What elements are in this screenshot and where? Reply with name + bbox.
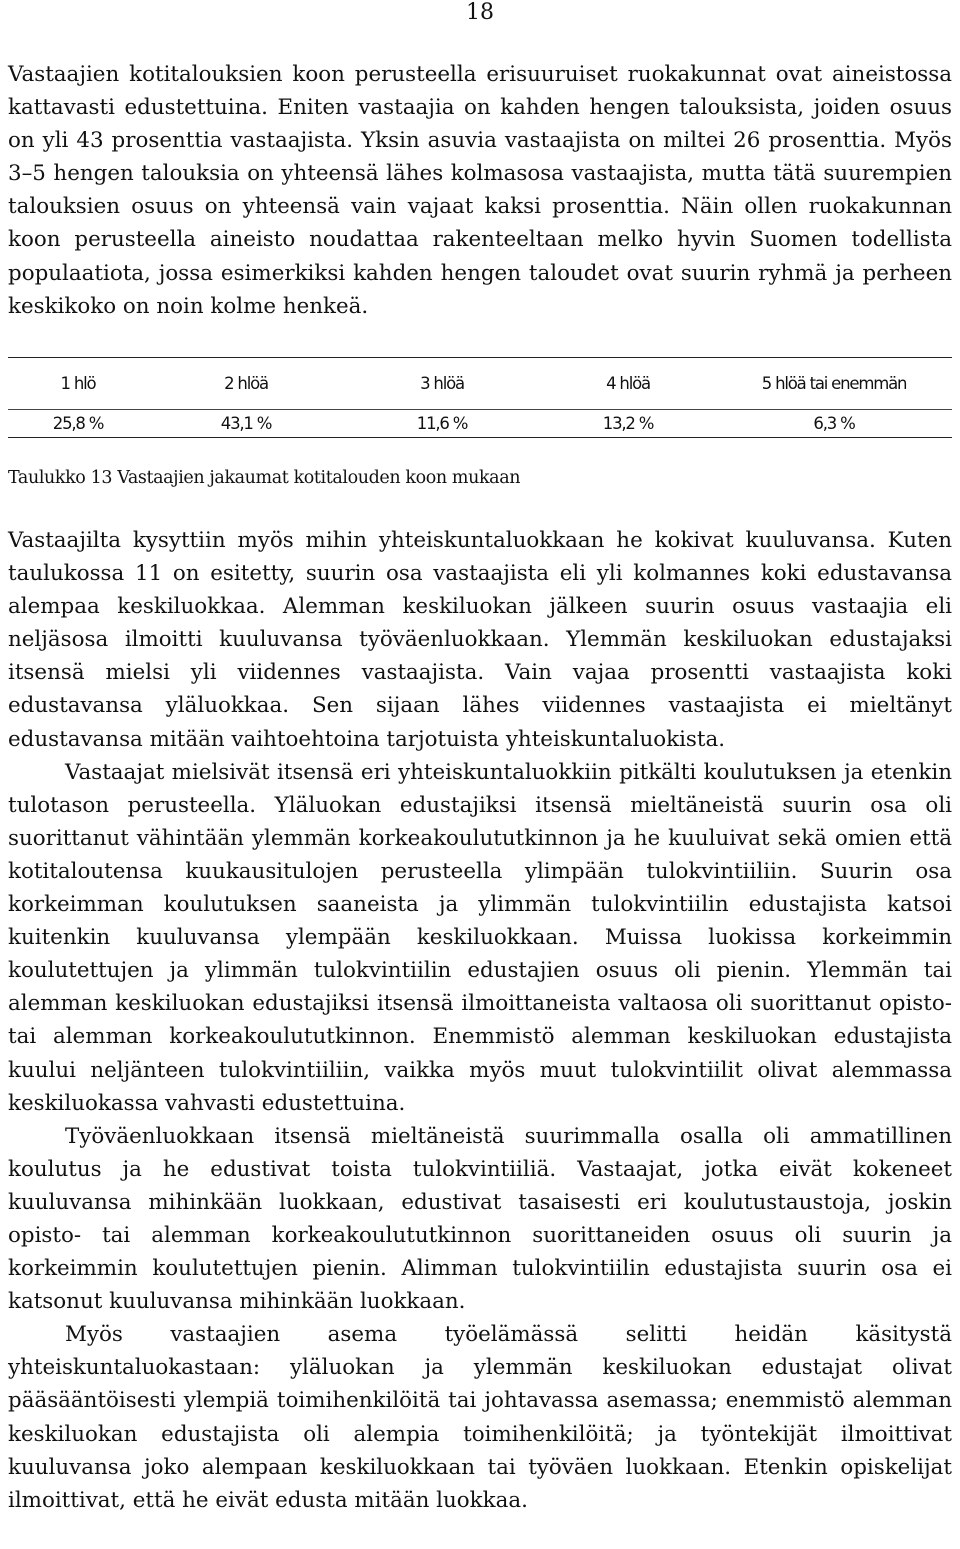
- paragraph: Myös vastaajien asema työelämässä selitti heidän käsitystä yhteiskuntaluokastaan: yläluokan ja ylemmän keskiluokan edustajat olivat pääsääntöisesti ylempiä toimihenkilöitä tai johtavassa asemassa; enemmistö alemman keskiluokan edustajista oli alempia toimihenkilöitä; ja työntekijät ilmoittivat kuuluvansa joko alempaan keskiluokkaan tai työväen luokkaan. Etenkin opiskelijat ilmoittivat, että he eivät edusta mitään luokkaa.: [8, 1322, 952, 1513]
- table-header-row: [8, 358, 952, 410]
- household-size-table: [8, 357, 952, 438]
- table-header-cell: 5 hlöä tai enemmän: [716, 358, 952, 410]
- table-header-cell: 4 hlöä: [540, 358, 716, 410]
- table-caption: Taulukko 13 Vastaajien jakaumat kotitalouden koon mukaan: [8, 468, 521, 488]
- table-cell: 13,2 %: [540, 410, 716, 438]
- paragraph: Vastaajilta kysyttiin myös mihin yhteiskuntaluokkaan he kokivat kuuluvansa. Kuten taulukossa 11 on esitetty, suurin osa vastaajista eli yli kolmannes koki edustavansa alempaa keskiluokkaa. Alemman keskiluokan jälkeen suurin osuus vastaajia eli neljäsosa ilmoitti kuuluvansa työväenluokkaan. Ylemmän keskiluokan edustajaksi itsensä mielsi yli viidennes vastaajista. Vain vajaa prosentti vastaajista koki edustavansa yläluokkaa. Sen sijaan lähes viidennes vastaajista ei mieltänyt edustavansa mitään vaihtoehtoina tarjotuista yhteiskuntaluokista.: [8, 528, 952, 752]
- table-header-cell: 3 hlöä: [344, 358, 540, 410]
- body-text: [8, 524, 952, 1517]
- paragraph: Vastaajat mielsivät itsensä eri yhteiskuntaluokkiin pitkälti koulutuksen ja etenkin tulotason perusteella. Yläluokan edustajiksi itsensä mieltäneistä suurin osa oli suorittanut vähintään ylemmän korkeakoulututkinnon ja he kuuluivat sekä omien että kotitaloutensa kuukausitulojen perusteella ylimpään tulokvintiiliin. Suurin osa korkeimman koulutuksen saaneista ja ylimmän tulokvintiilin edustajista katsoi kuitenkin kuuluvansa ylempään keskiluokkaan. Muissa luokissa korkeimmin koulutettujen ja ylimmän tulokvintiilin edustajien osuus oli pienin. Ylemmän tai alemman keskiluokan edustajiksi itsensä ilmoittaneista valtaosa oli suorittanut opisto- tai alemman korkeakoulututkinnon. Enemmistö alemman keskiluokan edustajista kuului neljänteen tulokvintiiliin, vaikka myös muut tulokvintiilit olivat alemmassa keskiluokassa vahvasti edustettuina.: [8, 759, 952, 1116]
- table-row: [8, 410, 952, 438]
- paragraph: Työväenluokkaan itsensä mieltäneistä suurimmalla osalla oli ammatillinen koulutus ja he edustivat toista tulokvintiiliä. Vastaajat, jotka eivät kokeneet kuuluvansa mihinkään luokkaan, edustivat tasaisesti eri koulutustaustoja, joskin opisto- tai alemman korkeakoulututkinnon suorittaneiden osuus oli suurin ja korkeimmin koulutettujen pienin. Alimman tulokvintiilin edustajista suurin osa ei katsonut kuuluvansa mihinkään luokkaan.: [8, 1123, 952, 1315]
- table-cell: 43,1 %: [148, 410, 344, 438]
- table-cell: 6,3 %: [716, 410, 952, 438]
- table-cell: 25,8 %: [8, 410, 148, 438]
- page-number: 18: [466, 0, 494, 25]
- table-header-cell: 1 hlö: [8, 358, 148, 410]
- paragraph-text: Vastaajien kotitalouksien koon perusteella erisuuruiset ruokakunnat ovat aineistossa kattavasti edustettuina. Eniten vastaajia on kahden hengen talouksista, joiden osuus on yli 43 prosenttia vastaajista. Yksin asuvia vastaajista on miltei 26 prosenttia. Myös 3–5 hengen talouksia on yhteensä lähes kolmasosa vastaajista, mutta tätä suurempien talouksien osuus on yhteensä vain vajaat kaksi prosenttia. Näin ollen ruokakunnan koon perusteella aineisto noudattaa rakenteeltaan melko hyvin Suomen todellista populaatiota, jossa esimerkiksi kahden hengen taloudet ovat suurin ryhmä ja perheen keskikoko on noin kolme henkeä.: [8, 62, 952, 319]
- intro-paragraph: [8, 58, 952, 323]
- table-header-cell: 2 hlöä: [148, 358, 344, 410]
- table-cell: 11,6 %: [344, 410, 540, 438]
